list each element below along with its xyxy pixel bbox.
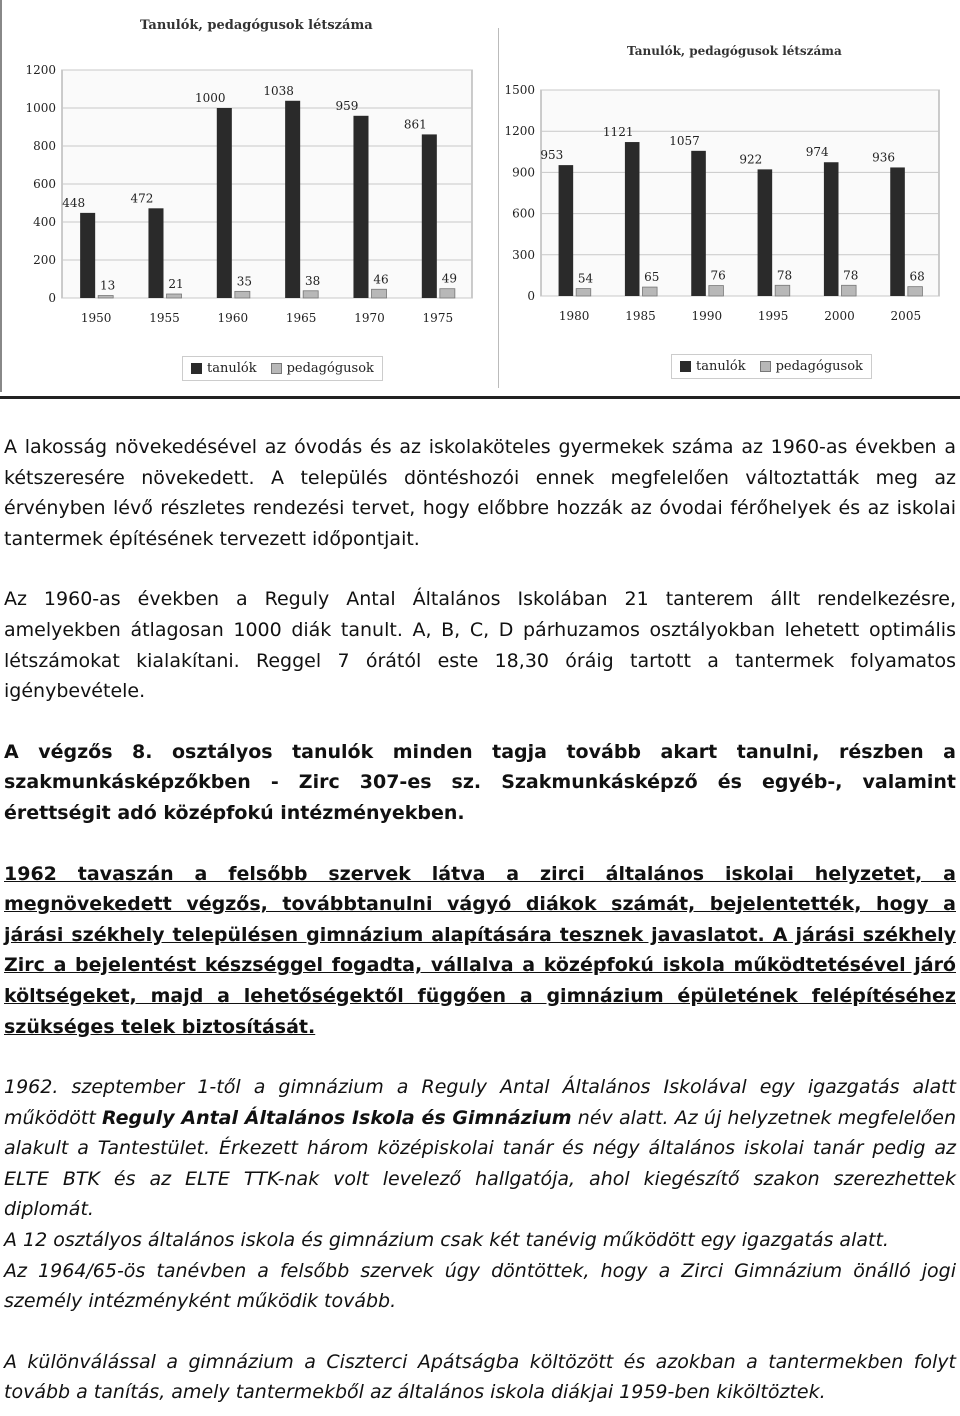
x-tick-label: 1970 [354, 311, 385, 325]
chart-1980-2005 [498, 28, 960, 388]
x-tick-label: 1955 [149, 311, 180, 325]
paragraph: Az 1960-as években a Reguly Antal Általános Iskolában 21 tanterem állt rendelkezésre, amelyekben átlagosan 1000 diák tanult. A, B, C, D párhuzamos osztályokban lehetett optimális létszámokat kialakítani. Reggel 7 órától este 18,30 óráig tartott a tantermek folyamatos igénybevétele. [4, 588, 956, 703]
bar-pedagogusok [98, 296, 113, 298]
legend-item-pedagogusok [271, 361, 374, 376]
bar-pedagogusok [372, 289, 387, 298]
plot-area [541, 90, 939, 296]
data-label: 38 [305, 273, 321, 288]
legend-item-tanulok [680, 359, 746, 374]
data-label: 46 [373, 272, 389, 287]
y-tick-label: 600 [33, 177, 56, 191]
bar-pedagogusok [908, 287, 923, 296]
x-tick-label: 2000 [824, 309, 855, 323]
bar-tanulok [824, 162, 839, 296]
x-tick-label: 1995 [757, 309, 789, 323]
data-label: 65 [644, 270, 660, 285]
x-tick-label: 1990 [691, 309, 723, 323]
bar-pedagogusok [440, 289, 455, 298]
legend-label: pedagógusok [286, 361, 374, 376]
chart-plot [499, 28, 960, 338]
legend-label: tanulók [207, 361, 257, 376]
bar-tanulok [422, 134, 437, 298]
legend-swatch-dark [680, 361, 691, 372]
article-body [4, 432, 956, 1408]
data-label: 13 [100, 278, 116, 293]
text-run: név alatt. Az új helyzetnek megfelelően alakult a Tantestület. Érkezett három középiskolai tanár és négy általános iskolai tanár pedig az ELTE BTK és az ELTE TTK-nak volt levelező hallgatója, ahol kiegészítő szakon szerezhettek diplomát. [4, 1106, 956, 1221]
school-name: Reguly Antal Általános Iskola és Gimnázium [101, 1106, 572, 1129]
data-label: 922 [739, 152, 763, 167]
y-tick-label: 0 [48, 291, 56, 305]
data-label: 1121 [602, 125, 634, 140]
bar-pedagogusok [167, 294, 182, 298]
data-label: 953 [540, 148, 564, 163]
legend-label: pedagógusok [775, 359, 863, 374]
bar-pedagogusok [643, 287, 658, 296]
legend-swatch-dark [191, 363, 202, 374]
bar-pedagogusok [235, 291, 250, 298]
chart-title: Tanulók, pedagógusok létszáma [140, 18, 373, 33]
bar-pedagogusok [303, 291, 318, 298]
y-tick-label: 600 [512, 206, 535, 221]
bar-tanulok [217, 108, 232, 298]
data-label: 76 [710, 268, 726, 283]
y-tick-label: 1500 [504, 83, 535, 97]
x-tick-label: 2005 [890, 309, 922, 323]
data-label: 861 [403, 117, 427, 132]
chart-title: Tanulók, pedagógusok létszáma [627, 44, 842, 58]
legend-label: tanulók [696, 359, 746, 374]
chart-plot [2, 0, 480, 340]
chart-legend [182, 356, 383, 381]
bar-tanulok [559, 165, 574, 296]
y-tick-label: 1000 [25, 101, 56, 115]
x-tick-label: 1975 [422, 311, 454, 325]
x-tick-label: 1950 [80, 311, 112, 325]
data-label: 21 [168, 277, 184, 292]
legend-swatch-light [271, 363, 282, 374]
x-tick-label: 1980 [558, 309, 590, 323]
data-label: 78 [843, 268, 859, 283]
x-tick-label: 1960 [217, 311, 249, 325]
chart-1950-1975 [0, 0, 478, 392]
data-label: 78 [776, 268, 793, 283]
data-label: 472 [130, 191, 154, 206]
legend-item-pedagogusok [760, 359, 863, 374]
bar-tanulok [890, 167, 905, 296]
x-tick-label: 1985 [625, 309, 656, 323]
bar-pedagogusok [842, 285, 857, 296]
x-tick-label: 1965 [285, 311, 317, 325]
paragraph-bold: A végzős 8. osztályos tanulók minden tagja tovább akart tanulni, részben a szakmunkásképzőkben - Zirc 307-es sz. Szakmunkásképző és egyéb-, valamint érettségit adó középfokú intézményekben. [4, 740, 956, 824]
paragraph-italic [4, 1072, 956, 1225]
bar-tanulok [80, 213, 95, 298]
y-tick-label: 400 [33, 215, 56, 229]
bar-tanulok [353, 116, 368, 298]
bar-pedagogusok [709, 286, 724, 296]
data-label: 936 [872, 150, 895, 165]
y-tick-label: 1200 [504, 124, 535, 139]
y-tick-label: 900 [512, 165, 535, 180]
bar-tanulok [691, 151, 706, 296]
data-label: 1038 [263, 83, 294, 98]
bar-tanulok [148, 208, 163, 298]
data-label: 974 [805, 145, 829, 160]
data-label: 959 [335, 98, 359, 113]
text-run: 1962. szeptember 1-től a gimnázium a Reguly Antal Általános Iskolával egy igazgatás alatt működött [4, 1076, 956, 1129]
data-label: 68 [909, 269, 925, 284]
bar-pedagogusok [775, 285, 790, 296]
y-tick-label: 1200 [25, 63, 56, 77]
y-tick-label: 800 [33, 139, 56, 153]
divider [0, 396, 960, 399]
data-label: 1057 [669, 133, 700, 148]
legend-swatch-light [760, 361, 771, 372]
bar-tanulok [625, 142, 640, 296]
paragraph: A lakosság növekedésével az óvodás és az iskolaköteles gyermekek száma az 1960-as években a kétszeresére növekedett. A település döntéshozói ennek megfelelően változtatták meg az érvényben lévő részletes rendezési tervet, hogy előbbre hozzák az óvodai férőhelyek és az iskolai tantermek építésének tervezett időpontjait. [4, 436, 956, 550]
data-label: 49 [441, 271, 457, 286]
data-label: 35 [236, 274, 252, 289]
paragraph-italic: A különválással a gimnázium a Ciszterci Apátságba költözött és azokban a tantermekben folyt tovább a tanítás, amely tantermekből az általános iskola diákjai 1959-ben kiköltöztek. [4, 1350, 956, 1404]
paragraph-italic: Az 1964/65-ös tanévben a felsőbb szervek úgy döntöttek, hogy a Zirci Gimnázium önálló jogi személy intézményként működik tovább. [4, 1259, 956, 1313]
bar-tanulok [758, 169, 773, 296]
paragraph-underlined: 1962 tavaszán a felsőbb szervek látva a zirci általános iskolai helyzetet, a megnövekedett végzős, továbbtanulni vágyó diákok számát, bejelentették, hogy a járási székhely településen gimnázium alapítására tesznek javaslatot. A járási székhely Zirc a bejelentést készséggel fogadta, vállalva a középfokú iskola működtetésével járó költségeket, majd a lehetőségektől függően a gimnázium épületének felépítéséhez szükséges telek biztosítását. [4, 862, 956, 1038]
y-tick-label: 300 [512, 247, 535, 262]
data-label: 54 [577, 271, 594, 286]
data-label: 448 [62, 195, 86, 210]
y-tick-label: 200 [33, 253, 56, 267]
bar-tanulok [285, 101, 300, 298]
chart-legend [671, 354, 872, 379]
legend-item-tanulok [191, 361, 257, 376]
data-label: 1000 [195, 91, 226, 105]
y-tick-label: 0 [527, 289, 535, 303]
paragraph-italic: A 12 osztályos általános iskola és gimnázium csak két tanévig működött egy igazgatás alatt. [4, 1229, 889, 1252]
bar-pedagogusok [576, 289, 591, 296]
